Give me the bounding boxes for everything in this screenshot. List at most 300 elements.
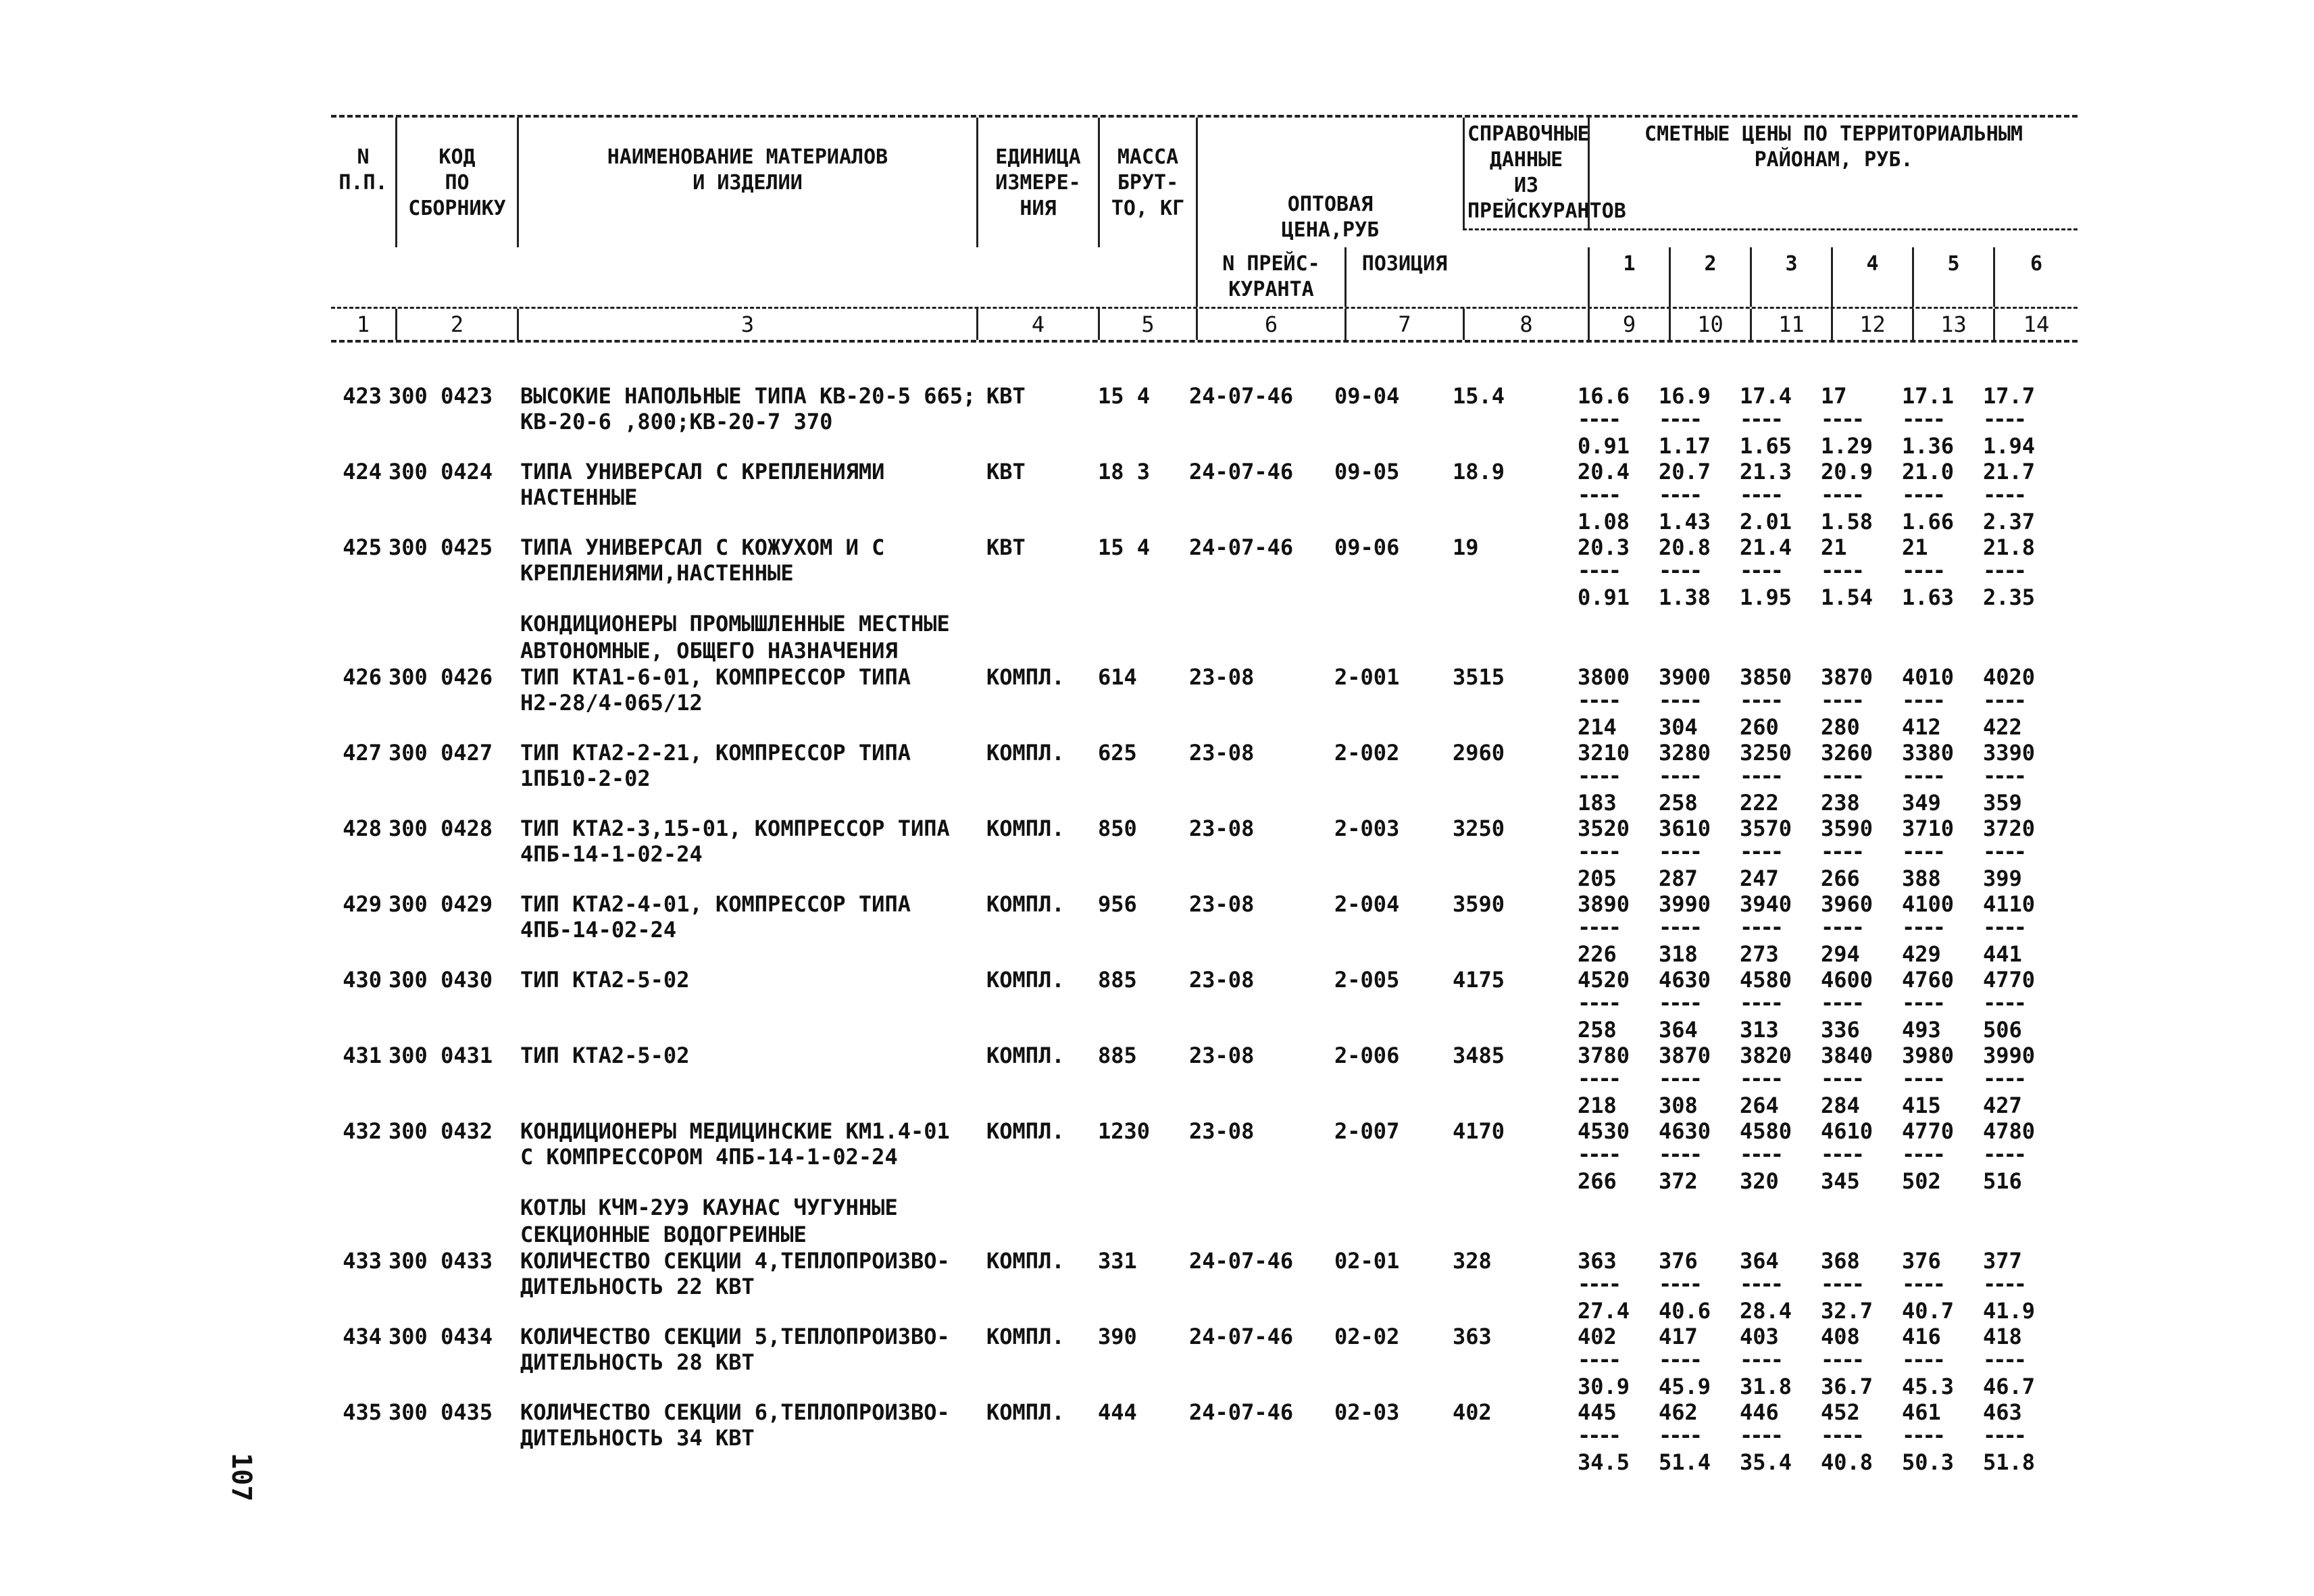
fraction-dash: ---- bbox=[1578, 990, 1619, 1016]
fraction-dash: ---- bbox=[1740, 482, 1782, 507]
fraction-dash: ---- bbox=[1821, 914, 1863, 940]
fraction-dash: ---- bbox=[1578, 1141, 1619, 1167]
region-price-cell bbox=[1659, 534, 1740, 610]
region-price-cell bbox=[1740, 1324, 1821, 1399]
row-wholesale-price: 15.4 bbox=[1453, 383, 1505, 409]
region-price-cell bbox=[1659, 967, 1740, 1043]
region-price: 16.9 bbox=[1659, 383, 1711, 409]
header-region-3: 3 bbox=[1750, 247, 1831, 307]
table-row bbox=[331, 664, 2078, 740]
row-unit: КВТ bbox=[986, 383, 1026, 409]
row-price-list: 23-08 bbox=[1189, 1118, 1255, 1144]
region-price: 20.9 bbox=[1821, 459, 1873, 484]
fraction-dash: ---- bbox=[1740, 1422, 1782, 1448]
region-price: 20.3 bbox=[1578, 534, 1630, 560]
region-price-cell bbox=[1740, 1118, 1821, 1194]
region-price: 403 bbox=[1740, 1324, 1779, 1349]
header-col-5: МАССА БРУТ- ТО, КГ bbox=[1098, 118, 1196, 247]
region-price-cell bbox=[1983, 1248, 2067, 1324]
row-mass: 331 bbox=[1098, 1248, 1137, 1274]
fraction-dash: ---- bbox=[1821, 839, 1863, 864]
region-price: 3960 bbox=[1821, 891, 1873, 917]
fraction-dash: ---- bbox=[1821, 1422, 1863, 1448]
fraction-dash: ---- bbox=[1578, 406, 1619, 432]
transport-cost: 1.29 bbox=[1821, 433, 1873, 459]
transport-cost: 1.43 bbox=[1659, 509, 1711, 534]
fraction-dash: ---- bbox=[1902, 406, 1944, 432]
transport-cost: 304 bbox=[1659, 714, 1698, 740]
row-wholesale-price: 3250 bbox=[1453, 816, 1505, 841]
row-price-list: 24-07-46 bbox=[1189, 383, 1294, 409]
row-number: 423 bbox=[343, 383, 382, 409]
fraction-dash: ---- bbox=[1740, 763, 1782, 789]
region-price: 3990 bbox=[1983, 1043, 2036, 1068]
row-position: 2-005 bbox=[1334, 967, 1400, 993]
region-price-cell bbox=[1740, 740, 1821, 816]
column-numbers bbox=[331, 307, 2078, 340]
region-price-cell bbox=[1659, 891, 1740, 967]
region-price-cell bbox=[1659, 459, 1740, 534]
transport-cost: 260 bbox=[1740, 714, 1779, 740]
region-price-cell bbox=[1983, 664, 2067, 740]
row-position: 2-003 bbox=[1334, 816, 1400, 841]
table-row bbox=[331, 1043, 2078, 1118]
transport-cost: 2.35 bbox=[1983, 584, 2036, 610]
region-price: 4020 bbox=[1983, 664, 2036, 690]
column-number: 14 bbox=[1993, 309, 2078, 340]
row-mass: 18 3 bbox=[1098, 459, 1151, 484]
region-price-cell bbox=[1902, 891, 1983, 967]
region-price: 17 bbox=[1821, 383, 1847, 409]
region-price-cell bbox=[1902, 383, 1983, 459]
transport-cost: 45.3 bbox=[1902, 1374, 1955, 1399]
region-price: 21.3 bbox=[1740, 459, 1792, 484]
row-code: 300 0434 bbox=[388, 1324, 493, 1349]
row-number: 429 bbox=[343, 891, 382, 917]
row-code: 300 0435 bbox=[388, 1399, 493, 1425]
row-unit: КОМПЛ. bbox=[986, 891, 1065, 917]
row-price-list: 24-07-46 bbox=[1189, 534, 1294, 560]
region-price-cell bbox=[1659, 1118, 1740, 1194]
fraction-dash: ---- bbox=[1578, 557, 1619, 583]
transport-cost: 31.8 bbox=[1740, 1374, 1792, 1399]
row-code: 300 0424 bbox=[388, 459, 493, 484]
row-position: 02-03 bbox=[1334, 1399, 1400, 1425]
row-name: ТИП КТА2-5-02 bbox=[520, 967, 690, 993]
region-price: 3250 bbox=[1740, 740, 1792, 766]
row-wholesale-price: 402 bbox=[1453, 1399, 1492, 1425]
region-price-cell bbox=[1983, 740, 2067, 816]
region-price: 21 bbox=[1821, 534, 1847, 560]
region-price: 3820 bbox=[1740, 1043, 1792, 1068]
transport-cost: 502 bbox=[1902, 1168, 1941, 1194]
region-price: 3720 bbox=[1983, 816, 2036, 841]
fraction-dash: ---- bbox=[1659, 406, 1701, 432]
transport-cost: 247 bbox=[1740, 866, 1779, 891]
row-number: 433 bbox=[343, 1248, 382, 1274]
column-number: 6 bbox=[1196, 309, 1344, 340]
row-number: 428 bbox=[343, 816, 382, 841]
header-group-reference: СПРАВОЧНЫЕ ДАННЫЕ ИЗ ПРЕЙСКУРАНТОВ bbox=[1463, 118, 1588, 230]
row-name: КОНДИЦИОНЕРЫ МЕДИЦИНСКИЕ КМ1.4-01 С КОМПРЕССОРОМ 4ПБ-14-1-02-24 bbox=[520, 1118, 950, 1170]
row-code: 300 0425 bbox=[388, 534, 493, 560]
region-price-cell bbox=[1740, 664, 1821, 740]
table-body bbox=[331, 383, 2078, 1475]
region-price: 4530 bbox=[1578, 1118, 1630, 1144]
transport-cost: 1.65 bbox=[1740, 433, 1792, 459]
row-position: 2-004 bbox=[1334, 891, 1400, 917]
transport-cost: 1.38 bbox=[1659, 584, 1711, 610]
region-price-cell bbox=[1821, 1248, 1902, 1324]
fraction-dash: ---- bbox=[1983, 557, 2025, 583]
column-number: 1 bbox=[356, 311, 370, 337]
region-price: 3710 bbox=[1902, 816, 1955, 841]
region-price-cell bbox=[1902, 1248, 1983, 1324]
transport-cost: 415 bbox=[1902, 1093, 1941, 1118]
fraction-dash: ---- bbox=[1821, 687, 1863, 713]
region-price: 3990 bbox=[1659, 891, 1711, 917]
row-number: 432 bbox=[343, 1118, 382, 1144]
row-code: 300 0432 bbox=[388, 1118, 493, 1144]
header-col-6: N ПРЕЙС- КУРАНТА bbox=[1196, 247, 1344, 307]
region-price-cell bbox=[1578, 1248, 1659, 1324]
region-price: 452 bbox=[1821, 1399, 1860, 1425]
fraction-dash: ---- bbox=[1578, 1066, 1619, 1091]
region-price-cell bbox=[1659, 816, 1740, 891]
fraction-dash: ---- bbox=[1821, 482, 1863, 507]
row-price-list: 23-08 bbox=[1189, 1043, 1255, 1068]
transport-cost: 50.3 bbox=[1902, 1449, 1955, 1475]
fraction-dash: ---- bbox=[1740, 406, 1782, 432]
fraction-dash: ---- bbox=[1740, 1141, 1782, 1167]
row-mass: 15 4 bbox=[1098, 383, 1151, 409]
transport-cost: 1.08 bbox=[1578, 509, 1630, 534]
transport-cost: 359 bbox=[1983, 790, 2022, 816]
row-name: ВЫСОКИЕ НАПОЛЬНЫЕ ТИПА КВ-20-5 665; КВ-20-6 ,800;КВ-20-7 370 bbox=[520, 383, 976, 434]
row-mass: 1230 bbox=[1098, 1118, 1151, 1144]
region-price-cell bbox=[1578, 967, 1659, 1043]
region-price: 4600 bbox=[1821, 967, 1873, 993]
row-name: ТИП КТА2-4-01, КОМПРЕССОР ТИПА 4ПБ-14-02-24 bbox=[520, 891, 911, 943]
row-position: 09-05 bbox=[1334, 459, 1400, 484]
region-price: 3900 bbox=[1659, 664, 1711, 690]
region-price: 17.1 bbox=[1902, 383, 1955, 409]
header-col-3: НАИМЕНОВАНИЕ МАТЕРИАЛОВ И ИЗДЕЛИИ bbox=[517, 118, 976, 247]
header-col-1: N П.П. bbox=[338, 145, 388, 195]
table-row bbox=[331, 1324, 2078, 1399]
fraction-dash: ---- bbox=[1902, 1066, 1944, 1091]
region-price-cell bbox=[1983, 891, 2067, 967]
fraction-dash: ---- bbox=[1902, 557, 1944, 583]
region-price-cell bbox=[1578, 664, 1659, 740]
row-price-list: 24-07-46 bbox=[1189, 1324, 1294, 1349]
region-price: 21.4 bbox=[1740, 534, 1792, 560]
row-unit: КОМПЛ. bbox=[986, 1324, 1065, 1349]
transport-cost: 429 bbox=[1902, 941, 1941, 967]
transport-cost: 372 bbox=[1659, 1168, 1698, 1194]
row-unit: КОМПЛ. bbox=[986, 740, 1065, 766]
fraction-dash: ---- bbox=[1740, 557, 1782, 583]
region-price: 3520 bbox=[1578, 816, 1630, 841]
fraction-dash: ---- bbox=[1740, 1271, 1782, 1297]
transport-cost: 218 bbox=[1578, 1093, 1617, 1118]
row-number: 424 bbox=[343, 459, 382, 484]
region-price-cell bbox=[1578, 534, 1659, 610]
row-price-list: 24-07-46 bbox=[1189, 1399, 1294, 1425]
row-price-list: 23-08 bbox=[1189, 740, 1255, 766]
row-unit: КОМПЛ. bbox=[986, 1399, 1065, 1425]
row-unit: КОМПЛ. bbox=[986, 1248, 1065, 1274]
region-price: 3800 bbox=[1578, 664, 1630, 690]
row-code: 300 0431 bbox=[388, 1043, 493, 1068]
region-price-cell bbox=[1740, 816, 1821, 891]
row-number: 430 bbox=[343, 967, 382, 993]
region-price: 3980 bbox=[1902, 1043, 1955, 1068]
transport-cost: 427 bbox=[1983, 1093, 2022, 1118]
region-price-cell bbox=[1821, 383, 1902, 459]
row-name: ТИПА УНИВЕРСАЛ С КРЕПЛЕНИЯМИ НАСТЕННЫЕ bbox=[520, 459, 885, 510]
fraction-dash: ---- bbox=[1983, 763, 2025, 789]
region-price: 20.8 bbox=[1659, 534, 1711, 560]
transport-cost: 32.7 bbox=[1821, 1298, 1873, 1324]
transport-cost: 1.63 bbox=[1902, 584, 1955, 610]
column-number: 10 bbox=[1669, 309, 1750, 340]
transport-cost: 1.17 bbox=[1659, 433, 1711, 459]
fraction-dash: ---- bbox=[1659, 1422, 1701, 1448]
fraction-dash: ---- bbox=[1659, 914, 1701, 940]
row-number: 435 bbox=[343, 1399, 382, 1425]
region-price: 461 bbox=[1902, 1399, 1941, 1425]
region-price-cell bbox=[1740, 1043, 1821, 1118]
region-price: 416 bbox=[1902, 1324, 1941, 1349]
header-region-5: 5 bbox=[1912, 247, 1993, 307]
row-number: 431 bbox=[343, 1043, 382, 1068]
row-code: 300 0423 bbox=[388, 383, 493, 409]
transport-cost: 1.58 bbox=[1821, 509, 1873, 534]
fraction-dash: ---- bbox=[1983, 1347, 2025, 1372]
table-row bbox=[331, 1248, 2078, 1324]
fraction-dash: ---- bbox=[1983, 914, 2025, 940]
transport-cost: 35.4 bbox=[1740, 1449, 1792, 1475]
header-bottom-rule bbox=[331, 340, 2078, 343]
region-price: 21.7 bbox=[1983, 459, 2036, 484]
row-price-list: 23-08 bbox=[1189, 664, 1255, 690]
fraction-dash: ---- bbox=[1983, 990, 2025, 1016]
fraction-dash: ---- bbox=[1578, 839, 1619, 864]
fraction-dash: ---- bbox=[1578, 1422, 1619, 1448]
column-number: 5 bbox=[1098, 309, 1196, 340]
table-row bbox=[331, 1118, 2078, 1194]
fraction-dash: ---- bbox=[1821, 1271, 1863, 1297]
region-price: 4580 bbox=[1740, 967, 1792, 993]
region-price-cell bbox=[1659, 1248, 1740, 1324]
region-price-cell bbox=[1902, 816, 1983, 891]
row-price-list: 23-08 bbox=[1189, 967, 1255, 993]
fraction-dash: ---- bbox=[1659, 839, 1701, 864]
row-wholesale-price: 328 bbox=[1453, 1248, 1492, 1274]
region-price: 418 bbox=[1983, 1324, 2022, 1349]
fraction-dash: ---- bbox=[1659, 763, 1701, 789]
region-price-cell bbox=[1821, 534, 1902, 610]
region-price: 17.4 bbox=[1740, 383, 1792, 409]
region-price-cell bbox=[1902, 534, 1983, 610]
fraction-dash: ---- bbox=[1902, 1141, 1944, 1167]
region-price: 376 bbox=[1659, 1248, 1698, 1274]
table-row bbox=[331, 740, 2078, 816]
region-price: 3390 bbox=[1983, 740, 2036, 766]
header-region-2: 2 bbox=[1669, 247, 1750, 307]
row-code: 300 0433 bbox=[388, 1248, 493, 1274]
transport-cost: 34.5 bbox=[1578, 1449, 1630, 1475]
region-price: 376 bbox=[1902, 1248, 1941, 1274]
transport-cost: 28.4 bbox=[1740, 1298, 1792, 1324]
column-number: 11 bbox=[1750, 309, 1831, 340]
region-price: 445 bbox=[1578, 1399, 1617, 1425]
transport-cost: 40.8 bbox=[1821, 1449, 1873, 1475]
region-price-cell bbox=[1659, 383, 1740, 459]
region-price-cell bbox=[1821, 740, 1902, 816]
row-name: ТИП КТА2-3,15-01, КОМПРЕССОР ТИПА 4ПБ-14-1-02-24 bbox=[520, 816, 950, 867]
row-price-list: 23-08 bbox=[1189, 891, 1255, 917]
table-header bbox=[331, 118, 2078, 307]
region-price: 3260 bbox=[1821, 740, 1873, 766]
region-price-cell bbox=[1578, 459, 1659, 534]
fraction-dash: ---- bbox=[1821, 1347, 1863, 1372]
fraction-dash: ---- bbox=[1902, 914, 1944, 940]
row-unit: КВТ bbox=[986, 459, 1026, 484]
transport-cost: 1.94 bbox=[1983, 433, 2036, 459]
page-number: 107 bbox=[226, 1453, 257, 1502]
region-price-cell bbox=[1659, 664, 1740, 740]
fraction-dash: ---- bbox=[1983, 1422, 2025, 1448]
region-price: 4770 bbox=[1983, 967, 2036, 993]
region-price-cell bbox=[1578, 891, 1659, 967]
transport-cost: 516 bbox=[1983, 1168, 2022, 1194]
region-price: 4010 bbox=[1902, 664, 1955, 690]
region-price-cell bbox=[1740, 1248, 1821, 1324]
transport-cost: 1.95 bbox=[1740, 584, 1792, 610]
table-row bbox=[331, 816, 2078, 891]
column-number: 2 bbox=[395, 309, 517, 340]
row-unit: КВТ bbox=[986, 534, 1026, 560]
region-price: 4630 bbox=[1659, 1118, 1711, 1144]
region-price-cell bbox=[1578, 740, 1659, 816]
fraction-dash: ---- bbox=[1983, 839, 2025, 864]
fraction-dash: ---- bbox=[1740, 990, 1782, 1016]
region-price-cell bbox=[1821, 1118, 1902, 1194]
transport-cost: 1.54 bbox=[1821, 584, 1873, 610]
region-price-cell bbox=[1983, 1118, 2067, 1194]
row-mass: 885 bbox=[1098, 1043, 1137, 1068]
region-price-cell bbox=[1740, 459, 1821, 534]
fraction-dash: ---- bbox=[1578, 914, 1619, 940]
region-price: 363 bbox=[1578, 1248, 1617, 1274]
transport-cost: 422 bbox=[1983, 714, 2022, 740]
transport-cost: 264 bbox=[1740, 1093, 1779, 1118]
region-price: 3890 bbox=[1578, 891, 1630, 917]
region-price-cell bbox=[1902, 967, 1983, 1043]
fraction-dash: ---- bbox=[1902, 482, 1944, 507]
row-mass: 885 bbox=[1098, 967, 1137, 993]
region-price-cell bbox=[1902, 664, 1983, 740]
transport-cost: 388 bbox=[1902, 866, 1941, 891]
transport-cost: 222 bbox=[1740, 790, 1779, 816]
transport-cost: 284 bbox=[1821, 1093, 1860, 1118]
row-price-list: 24-07-46 bbox=[1189, 1248, 1294, 1274]
region-price-cell bbox=[1821, 816, 1902, 891]
table-row bbox=[331, 1399, 2078, 1475]
region-price-cell bbox=[1902, 1324, 1983, 1399]
row-code: 300 0427 bbox=[388, 740, 493, 766]
transport-cost: 318 bbox=[1659, 941, 1698, 967]
row-unit: КОМПЛ. bbox=[986, 1118, 1065, 1144]
header-col-2: КОД ПО СБОРНИКУ bbox=[395, 118, 517, 247]
header-region-4: 4 bbox=[1831, 247, 1912, 307]
region-price: 4110 bbox=[1983, 891, 2036, 917]
region-price: 3940 bbox=[1740, 891, 1792, 917]
transport-cost: 2.01 bbox=[1740, 509, 1792, 534]
region-price: 3610 bbox=[1659, 816, 1711, 841]
row-position: 2-001 bbox=[1334, 664, 1400, 690]
fraction-dash: ---- bbox=[1902, 1422, 1944, 1448]
region-price: 463 bbox=[1983, 1399, 2022, 1425]
fraction-dash: ---- bbox=[1983, 406, 2025, 432]
region-price: 20.7 bbox=[1659, 459, 1711, 484]
row-code: 300 0429 bbox=[388, 891, 493, 917]
table-row bbox=[331, 383, 2078, 459]
transport-cost: 294 bbox=[1821, 941, 1860, 967]
transport-cost: 27.4 bbox=[1578, 1298, 1630, 1324]
fraction-dash: ---- bbox=[1902, 990, 1944, 1016]
row-wholesale-price: 2960 bbox=[1453, 740, 1505, 766]
row-name: ТИП КТА2-5-02 bbox=[520, 1043, 690, 1068]
region-price: 4100 bbox=[1902, 891, 1955, 917]
region-price-cell bbox=[1983, 1399, 2067, 1475]
row-wholesale-price: 3485 bbox=[1453, 1043, 1505, 1068]
row-wholesale-price: 363 bbox=[1453, 1324, 1492, 1349]
region-price: 3380 bbox=[1902, 740, 1955, 766]
row-number: 427 bbox=[343, 740, 382, 766]
transport-cost: 36.7 bbox=[1821, 1374, 1873, 1399]
transport-cost: 320 bbox=[1740, 1168, 1779, 1194]
transport-cost: 280 bbox=[1821, 714, 1860, 740]
region-price: 417 bbox=[1659, 1324, 1698, 1349]
region-price-cell bbox=[1659, 1399, 1740, 1475]
transport-cost: 41.9 bbox=[1983, 1298, 2036, 1324]
row-position: 2-002 bbox=[1334, 740, 1400, 766]
region-price-cell bbox=[1821, 1399, 1902, 1475]
region-price: 21 bbox=[1902, 534, 1928, 560]
fraction-dash: ---- bbox=[1983, 482, 2025, 507]
fraction-dash: ---- bbox=[1578, 1347, 1619, 1372]
region-price-cell bbox=[1740, 967, 1821, 1043]
region-price-cell bbox=[1740, 383, 1821, 459]
row-wholesale-price: 18.9 bbox=[1453, 459, 1505, 484]
region-price-cell bbox=[1659, 1324, 1740, 1399]
transport-cost: 40.6 bbox=[1659, 1298, 1711, 1324]
transport-cost: 336 bbox=[1821, 1017, 1860, 1043]
fraction-dash: ---- bbox=[1821, 763, 1863, 789]
transport-cost: 205 bbox=[1578, 866, 1617, 891]
table-row bbox=[331, 459, 2078, 534]
region-price: 4630 bbox=[1659, 967, 1711, 993]
row-code: 300 0428 bbox=[388, 816, 493, 841]
table-row bbox=[331, 967, 2078, 1043]
row-name: КОЛИЧЕСТВО СЕКЦИИ 4,ТЕПЛОПРОИЗВО- ДИТЕЛЬНОСТЬ 22 КВТ bbox=[520, 1248, 950, 1299]
region-price: 462 bbox=[1659, 1399, 1698, 1425]
column-number: 9 bbox=[1588, 309, 1669, 340]
fraction-dash: ---- bbox=[1902, 1271, 1944, 1297]
